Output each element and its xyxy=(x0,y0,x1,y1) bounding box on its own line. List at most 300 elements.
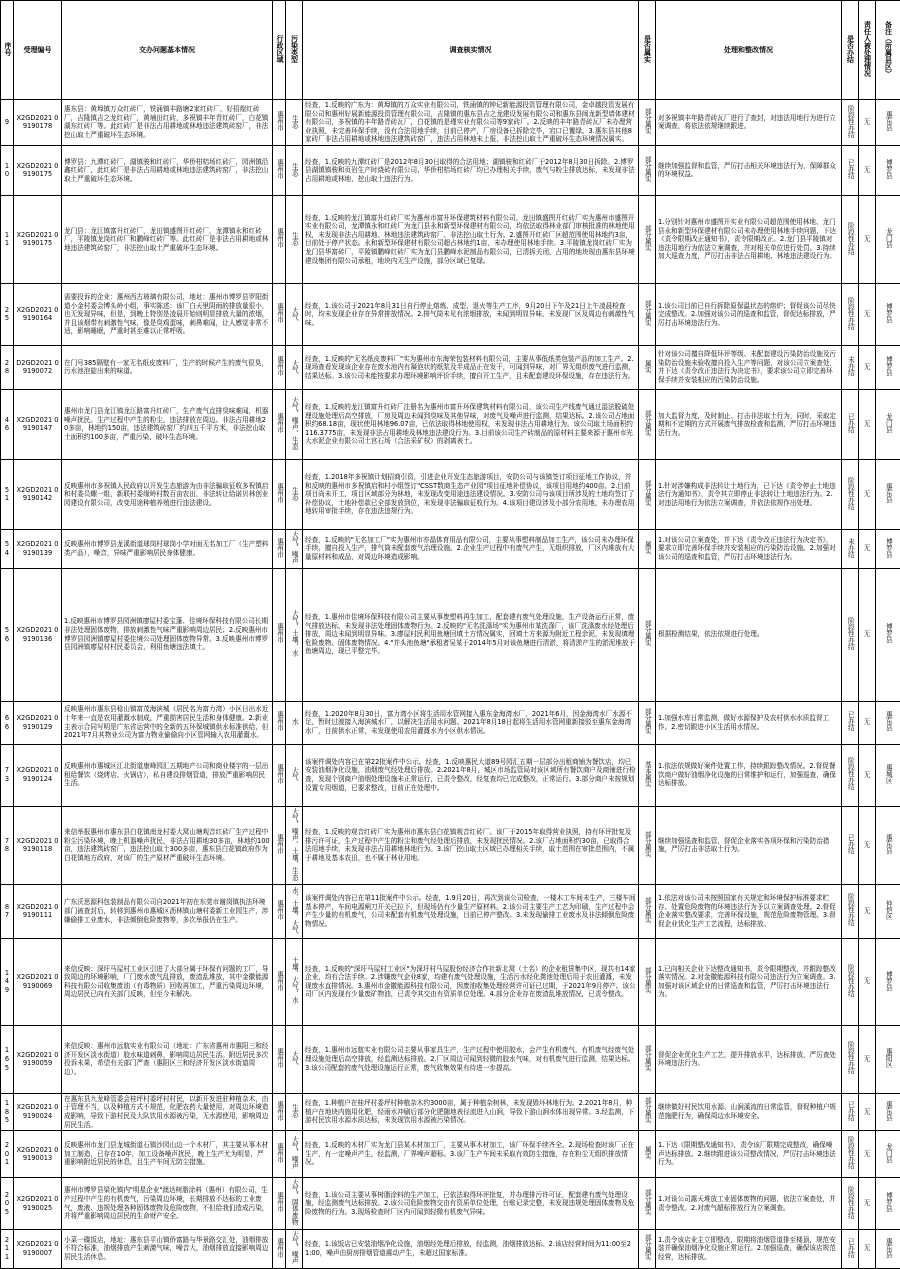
cell-done-text: 阶段性办结 xyxy=(846,617,855,650)
cell-seq: 51 xyxy=(1,459,14,529)
cell-note-text: 仲恺区 xyxy=(884,900,893,920)
cell-done-text: 阶段性办结 xyxy=(846,1136,855,1169)
cell-ptype xyxy=(286,806,303,884)
cell-done xyxy=(842,1131,859,1178)
cell-ptype-text: 生态 xyxy=(290,163,299,176)
cell-ptype xyxy=(286,1131,303,1178)
cell-content: 龙门县：龙江镇富升红砖厂，龙田镇盛图开红砖厂，龙潭镇永和红砖厂，平陵镇龙岗红砖厂和鹏峰红砖厂等。此红砖厂是非法占用耕地或林地违法建筑砖窑厂，非法挖山取土严重破坏生态环境。 xyxy=(62,195,273,283)
cell-verified xyxy=(639,459,656,529)
cell-seq: 73 xyxy=(1,744,14,806)
cell-person: 无 xyxy=(859,1131,876,1178)
cell-done-text: 已办结 xyxy=(846,711,855,731)
cell-note-text: 龙门县 xyxy=(884,1143,893,1163)
cell-seq: 78 xyxy=(1,806,14,884)
cell-ptype-text: 土壤、大气、水 xyxy=(290,957,299,1003)
cell-area-text: 惠州市 xyxy=(275,1101,284,1121)
cell-done xyxy=(842,701,859,744)
cell-done-text: 已办结 xyxy=(846,413,855,433)
cell-note xyxy=(876,459,900,529)
cell-note xyxy=(876,1025,900,1093)
cell-ptype xyxy=(286,100,303,146)
cell-area-text: 惠州市 xyxy=(275,623,284,643)
cell-ptype-text: 大气 xyxy=(290,307,299,320)
cell-area-text: 惠州市 xyxy=(275,228,284,248)
cell-seq: 87 xyxy=(1,884,14,938)
header-id: 受理编号 xyxy=(14,1,62,100)
cell-ptype xyxy=(286,1178,303,1230)
cell-survey: 经查，1.种植户在桂坪村委坪村种植杂木约3000亩，属于种植杂树林，未发现毁坏林地行为。2.2021年8月，种植户在地块内施用化肥，经雨水冲刷后部分化肥随地表径流进入山涧，导致下游山涧水体出现异常。3.经监测，下游村民饮用水源水质达标，未发现饮用水源被污染情况。 xyxy=(303,1093,639,1130)
header-person: 责任人被处理情况 xyxy=(859,1,876,100)
cell-id: X2GD2021 09190124 xyxy=(14,744,62,806)
cell-content: 需要投诉的企业：惠州西古玻璃有限公司，地址：惠州市博罗县罗阳街道小金村委会博头岭小组，事实陈述：该厂白天里阴雨的排放量很小，也无发现异味，但是，到晚上特别是凌晨开始则明显排放大量的浓烟，并且该烟带有刺激性气味，像是臭鸡蛋味，刺鼻难闻，让人感觉非常不适，影响睡眠，严重时甚至难以正常呼吸。 xyxy=(62,283,273,345)
table-row xyxy=(1,1229,900,1268)
cell-note-text: 龙门县 xyxy=(884,413,893,433)
cell-done xyxy=(842,568,859,701)
cell-verified-text: 部分属实 xyxy=(643,156,652,182)
cell-verified xyxy=(639,806,656,884)
cell-person: 无 xyxy=(859,459,876,529)
cell-verified xyxy=(639,568,656,701)
cell-verified xyxy=(639,1025,656,1093)
cell-seq: 28 xyxy=(1,345,14,389)
cell-seq: 201 xyxy=(1,1131,14,1178)
cell-note xyxy=(876,145,900,195)
cell-done xyxy=(842,345,859,389)
cell-done xyxy=(842,1178,859,1230)
cell-note xyxy=(876,195,900,283)
cell-handling: 1.分别针对惠州市盛图开实业有限公司超范围使用林地、龙门县永和新型环保建材有限公司未办理使用林地手续问题，下达《责令限期改正通知书》，责令限期改正。2.龙门县平陵镇对违法用地行为依法立案调查，并对相关单位进行处罚。3.持续加大巡查力度，严厉打击非法占用耕地、林地违法建设行为。 xyxy=(656,195,842,283)
cell-id: X2GD2021 09190025 xyxy=(14,1178,62,1230)
cell-ptype xyxy=(286,283,303,345)
table-row xyxy=(1,459,900,529)
cell-seq: 10 xyxy=(1,145,14,195)
cell-handling: 1.加强水库日常监测，做好水源保护及农村供水水质监督工作。2.密切跟进小区生活用水情况。 xyxy=(656,701,842,744)
table-row xyxy=(1,529,900,568)
cell-done-text: 阶段性办结 xyxy=(846,1186,855,1219)
cell-verified-text: 部分属实 xyxy=(643,300,652,326)
cell-content: 在门号385隔壁有一家无名纸皮废料厂，生产的时候产生的废气很臭，污水池泡旋出来的味道。 xyxy=(62,345,273,389)
cell-verified xyxy=(639,283,656,345)
cell-done-text: 未办结 xyxy=(846,356,855,376)
cell-survey: 经查，1.该饭店已安装油烟净化设施，油烟经处理后排放，经监测，油烟排放达标。2.该店经营时间为11:00至21:00，噪声由厨房排烟管道震动产生，未超过国家标准。 xyxy=(303,1229,639,1268)
cell-done xyxy=(842,283,859,345)
cell-person: 无 xyxy=(859,701,876,744)
cell-ptype xyxy=(286,701,303,744)
cell-content: 反映惠州市龙门县龙城街道石镇沙园山边一个木材厂，其主要从事木材加工制造，已存在10年，加工设备噪声扰民，晚上生产尤为明显，严重影响附近居民的休息，且生产车间无防尘措施。 xyxy=(62,1131,273,1178)
cell-id: X2GD2021 09190147 xyxy=(14,389,62,459)
cell-done-text: 未办结 xyxy=(846,538,855,558)
cell-seq: 205 xyxy=(1,1178,14,1230)
cell-area xyxy=(273,1229,286,1268)
table-row xyxy=(1,568,900,701)
cell-area xyxy=(273,1131,286,1178)
cell-note-text: 惠东县 xyxy=(884,1101,893,1121)
cell-content: 来信反映：惠州市远航实业有限公司（地址：广东省惠州市惠阳三和经济开发区淡水街道）胶水味道刺鼻，影响周边居民生活。附近居民多次投诉未果，希望有关部门严查（惠阳区三和经济开发区淡水街道周边）。 xyxy=(62,1025,273,1093)
cell-id: X2GD2021 09190069 xyxy=(14,938,62,1025)
cell-ptype-text: 生态 xyxy=(290,232,299,245)
cell-area-text: 惠州市 xyxy=(275,834,284,854)
cell-note-text: 博罗县 xyxy=(884,303,893,323)
cell-done-text: 阶段性办结 xyxy=(846,222,855,255)
table-row xyxy=(1,389,900,459)
cell-note xyxy=(876,283,900,345)
cell-handling: 针对该公司擅自降低环评等级、未配套建设污染防治设施及污染防治设施未验收擅自投入生产等问题，对该公司立案查处，并下达《责令改正违法行为决定书》，要求该公司立即完善环保手续并安装相应的污染防治设施。 xyxy=(656,345,842,389)
cell-seq: 46 xyxy=(1,389,14,459)
cell-area-text: 惠州市 xyxy=(275,111,284,131)
cell-done xyxy=(842,1229,859,1268)
cell-note xyxy=(876,938,900,1025)
cell-seq: 9 xyxy=(1,100,14,146)
cell-person: 无 xyxy=(859,1178,876,1230)
cell-done-text: 阶段性办结 xyxy=(846,477,855,510)
cell-area xyxy=(273,1093,286,1130)
cell-verified-text: 属实 xyxy=(643,541,652,554)
cell-survey: 经查，1.反映的"无名纸皮废料厂"实为惠州市东海荣包装材料有限公司，主要从事低纸类包装产品的加工生产。2.现场查看发现该企业存在废水池内有凝泡状的纸浆及半成品正在发干，可闻到异味，对厂界无组织废气进行监测，结果达标。3.该公司未能按要求办理环境影响评价手续，擅自开工生产，且未配套建设环保设施，存在违法行为。 xyxy=(303,345,639,389)
cell-person: 无 xyxy=(859,938,876,1025)
cell-verified xyxy=(639,145,656,195)
cell-ptype-text: 大气、噪声 xyxy=(290,531,299,564)
cell-area xyxy=(273,195,286,283)
cell-person: 无 xyxy=(859,568,876,701)
cell-done xyxy=(842,389,859,459)
cell-content: 小菜一碟饭店，地址：惠东县平山镇侨富路与华景路交汇处，油烟排放不符合标准，油烟排放产生刺激气味，噪音大，油烟排放直接影响周边居民生活休息。 xyxy=(62,1229,273,1268)
cell-area-text: 惠州市 xyxy=(275,483,284,503)
cell-area xyxy=(273,145,286,195)
cell-content: 惠东县：黄埠镇万众红砖厂，铁涌镇丰路塘2家红砖厂，好招煌红砖厂，吉隆镇吉之龙红砖厂，黄埔田红砖，多祝镇丰年青红砖厂，白花镇湖东红砖厂等。此红砖厂是非法占用耕地或林地违法建筑砖窑厂，非法挖山取土严重破坏生态环境。 xyxy=(62,100,273,146)
cell-ptype xyxy=(286,568,303,701)
cell-survey: 经查，1.惠州市远航实业有限公司主要从事家具生产，生产过程中使用胶水，会产生有机废气，有机废气经废气处理设施处理后高空排放，经监测达标排放。2.厂区周边可闻到轻微的胶水气味，对有机废气进行监测，结果达标。3.该公司配套的废气处理设施运行正常，废气收集效果有待进一步提高。 xyxy=(303,1025,639,1093)
table-row xyxy=(1,1178,900,1230)
table-row xyxy=(1,1025,900,1093)
cell-area-text: 惠州市 xyxy=(275,900,284,920)
cell-area xyxy=(273,389,286,459)
cell-handling: 根据检测结果，依法依规进行处理。 xyxy=(656,568,842,701)
cell-ptype-text: 大气、土壤、水 xyxy=(290,610,299,656)
cell-survey: 经查，1.反映的观音红砖厂实为惠州市惠东县白花镇观音红砖厂。该厂于2015年取得营业执照，持有环评批复及排污许可证，生产过程中产生的粉尘和废气经处理后排放，未发现扰民情况。2.该厂占地面积约30亩，已取得合法用地手续，未发现非法占用耕地林地行为。3.该厂挖山取土区域已办理相关手续，取土范围在审批范围内，不属于耕地及基本农田，也不属于林业用地。 xyxy=(303,806,639,884)
cell-done-text: 已办结 xyxy=(846,1101,855,1121)
cell-ptype-text: 大气、噪声、土壤、生态 xyxy=(290,808,299,881)
cell-id: X2GD2021 09190007 xyxy=(14,1229,62,1268)
cell-person: 无 xyxy=(859,884,876,938)
cell-area xyxy=(273,938,286,1025)
header-done: 是否办结 xyxy=(842,1,859,100)
cell-note-text: 惠城区 xyxy=(884,764,893,784)
cell-ptype-text: 生态 xyxy=(290,1104,299,1117)
cell-verified-text: 部分属实 xyxy=(643,1045,652,1071)
cell-note-text: 博罗县 xyxy=(884,971,893,991)
cell-note xyxy=(876,345,900,389)
header-ptype: 污染类型 xyxy=(286,1,303,100)
cell-note xyxy=(876,389,900,459)
cell-ptype xyxy=(286,1229,303,1268)
cell-ptype-text: 大气 xyxy=(290,1051,299,1064)
cell-seq: 149 xyxy=(1,938,14,1025)
cell-done-text: 已办结 xyxy=(846,834,855,854)
cell-note xyxy=(876,701,900,744)
cell-verified xyxy=(639,345,656,389)
cell-survey: 经查，1.反映的"无名加工厂"实为惠州市亦晶体育用品有限公司，主要从事塑料制品加工生产，该公司未办理环保手续，擅自投入生产，排气筒未配套废气治理设施。2.企业生产过程中有废气产生，无组织排放，厂区内堆放有大量原材料和成品，对周边环境造成影响。 xyxy=(303,529,639,568)
cell-survey: 经查，1.反映的广东为：黄埠镇的万众实业有限公司，铁涌镇的钟记新能源投资管理有限公司，金卓越投资发展有限公司和惠州好展新能源投资管理有限公司，吉隆镇的惠东县吉之龙建设发展有限公司和惠东县闽龙新型墙体建材有限公司，多祝镇的丰年路青砖瓦厂，白花镇的是瑾实业有限公司等9家砖厂。2.反映的丰年路青砖瓦厂未办理营业执照，未完善环保手续，没有合法用地手续，目前已停产，厂房设备已拆除完毕，宕口已覆绿。3.惠东县其他8家砖厂非法占用耕地或林地违法建筑砖窑厂，违法占用林地未上报，非法挖山取土严重破坏生态环境情况属实。 xyxy=(303,100,639,146)
cell-note xyxy=(876,100,900,146)
cell-content: 广东沃思源科包装制品有限公司自2021年初在东莞市谢岗镇执法环境部门被查封后，转移到惠州市惠城区沥林镇山塘村委新工业园生产，涉嫌偷排工业废水，非法倾倒危险废物等，多次举报仍在生产。 xyxy=(62,884,273,938)
cell-verified-text: 部分属实 xyxy=(643,480,652,506)
cell-verified-text: 部分属实 xyxy=(643,410,652,436)
cell-area xyxy=(273,1178,286,1230)
cell-verified-text: 部分属实 xyxy=(643,967,652,993)
cell-verified-text: 部分属实 xyxy=(643,108,652,134)
cell-ptype xyxy=(286,145,303,195)
cell-area xyxy=(273,345,286,389)
cell-done xyxy=(842,1025,859,1093)
cell-ptype xyxy=(286,195,303,283)
cell-ptype-text: 大气、噪声 xyxy=(290,1136,299,1169)
cell-done xyxy=(842,195,859,283)
cell-survey: 经查，1.惠州市佳境环保科技有限公司主要从事废塑料再生加工，配套建有废气处理设施，生产设备运行正常，废气排放达标，未发现非法处理固体废物行为。2.反映的"无名洗涤场"实为惠州市某洗涤厂，该厂洗涤废水经处理后排放，周边未闻到明显异味。3.廖屋村民利用鱼塘回填土方情况属实，回填土方来源为附近工程余泥，未发现填埋危险废物、固体废物情况。4."并头池鱼塘"承租者吴某于2014年5月对该鱼塘进行清淤，将清淤产生的淤泥堆放于鱼塘周边，现已平整完毕。 xyxy=(303,568,639,701)
cell-ptype xyxy=(286,884,303,938)
cell-ptype-text: 大气、固体废物 xyxy=(290,1179,299,1225)
header-content: 交办问题基本情况 xyxy=(62,1,273,100)
table-row xyxy=(1,884,900,938)
cell-content: 反映惠州市多祝镇人民政府以开发生态旅游为由非法骗取征收多祝镇启和村委员螺一组，新联村委缘岭村数百亩农田，非法转让给诺贝林创业园建设有限公司，改变用途种植养殖进行违法建设。 xyxy=(62,459,273,529)
cell-person: 无 xyxy=(859,529,876,568)
cell-content: 惠州市龙门县龙江镇龙江路富升红砖厂，生产废气直排臭味难闻，机器噪声扰民。生产过程中产生的粉尘，违法排放在周边。非法占用耕地20多亩，林地约150亩，违法建筑砖窑厂约四五千平方米，非法挖山取土面积约100多亩，严重污染、破坏生态环境。 xyxy=(62,389,273,459)
cell-note-text: 博罗县 xyxy=(884,356,893,376)
cell-person: 无 xyxy=(859,100,876,146)
cell-handling: 对多祝镇丰年路青砖瓦厂进行了查封，对违法用地行为进行立案调查，将依法依规继续跟进。 xyxy=(656,100,842,146)
cell-id: X2GD2021 09190136 xyxy=(14,568,62,701)
cell-seq: 56 xyxy=(1,568,14,701)
cell-note xyxy=(876,568,900,701)
cell-done xyxy=(842,884,859,938)
cell-seq: 185 xyxy=(1,1093,14,1130)
cell-survey: 经查，1.该公司主要从事树脂涂料的生产加工，已依法取得环评批复，并办理排污许可证，配套建有废气处理设施，经监测废气达标排放。2.该公司危险废物交由有资质单位处理，台账记录完整，未发现违规处理固体废物及危险废物的行为。3.现场检查时厂区内可闻到轻微有机废气异味。 xyxy=(303,1178,639,1230)
table-row xyxy=(1,145,900,195)
header-verified: 是否属实 xyxy=(639,1,656,100)
cell-area-text: 惠州市 xyxy=(275,413,284,433)
cell-done xyxy=(842,938,859,1025)
cell-person: 无 xyxy=(859,1093,876,1130)
table-row xyxy=(1,283,900,345)
table-row xyxy=(1,744,900,806)
cell-note xyxy=(876,806,900,884)
cell-ptype xyxy=(286,1093,303,1130)
cell-ptype xyxy=(286,459,303,529)
header-row xyxy=(1,1,900,100)
cell-done-text: 阶段性办结 xyxy=(846,757,855,790)
cell-note xyxy=(876,1131,900,1178)
header-handling: 处理和整改情况 xyxy=(656,1,842,100)
cell-ptype-text: 生态 xyxy=(290,487,299,500)
cell-note-text: 博罗县 xyxy=(884,159,893,179)
cell-note-text: 惠东县 xyxy=(884,111,893,131)
cell-content: 1.反映惠州市博罗县园洲镇廖屋村委宝蓬、佳境环保科技有限公司长期非法处理固体废物，排放刺激性气味严重影响周边居民；2.反映惠州市博罗县园洲镇廖屋村委佳境公司处理固体废物异常。3.反映惠州市博罗县园洲镇廖屋村村民委员会，利用鱼塘违法填土。 xyxy=(62,568,273,701)
cell-area xyxy=(273,100,286,146)
cell-verified xyxy=(639,100,656,146)
cell-area xyxy=(273,568,286,701)
cell-survey: 经查，1.反映的"深圩马屋村工业区"为深圩村马屋股份经济合作社新北窝（土名）的企业租赁集中区，现共有14家企业，均有合法手续。2.涉嫌废气企业8家，均建有废气处理设施，生活污水经化粪池处理后用于农田灌溉，未发现废水直排情况。3.惠州市金徽能源科技有限公司，因废油收集处理经营许可证已过期，于2021年9月停产。该公司厂区内发现有少量废矿物油，已责令其交由有资质单位处理。4.部分企业存在废渣乱堆放情况，已责令整改。 xyxy=(303,938,639,1025)
cell-area-text: 惠州市 xyxy=(275,538,284,558)
cell-survey: 该案件调处内容已在第22批案件中公示。经查，1.反映惠民大道89号园汇五期一层部分出租商铺为餐饮店，均已安装油烟净化设施，油烟废气经处理后排放。2.2021年8月，城区市场监管局对该区域所有餐饮商户及商铺进行检查，发现个别商户油烟处理设施未正常运行，已责令整改，经复查均已完成整改，正常运行。3.部分商户未按规划设置专用烟道，已要求整改，目前正在处理中。 xyxy=(303,744,639,806)
cell-ptype-text: 生态 xyxy=(290,115,299,128)
cell-person: 无 xyxy=(859,283,876,345)
cell-content: 来信举报惠州市惠东县白花镇南龙村委大窝山塘观音红砖厂生产过程中粉尘污染环境，晚上机器噪声扰民，非法占用耕地30多亩，林地约100亩，违法建筑砖窑厂，违法挖山取土300多亩，惠东县白花镇政府作为白花镇地方政府，对该厂的生产原材严重破坏生态环境。 xyxy=(62,806,273,884)
table-row xyxy=(1,938,900,1025)
cell-verified-text: 基本属实 xyxy=(643,761,652,787)
table-row xyxy=(1,701,900,744)
cell-done xyxy=(842,100,859,146)
cell-seq: 211 xyxy=(1,1229,14,1268)
cell-verified xyxy=(639,1229,656,1268)
cell-content: 在惠东县九龙峰管委会桂坪村委坪村村民，以新开发进驻种植杂木，由于管理不当，以及种植方式不规范，化肥农药大量使用，对周边环境造成影响，导致下游村民及大队饮用水源被污染，无水源使用，影响周边居民生活。 xyxy=(62,1093,273,1130)
cell-verified-text: 属实 xyxy=(643,1146,652,1159)
cell-ptype-text: 大气、噪声、生态 xyxy=(290,397,299,450)
cell-note-text: 惠东县 xyxy=(884,1238,893,1258)
cell-note-text: 龙门县 xyxy=(884,228,893,248)
cell-verified xyxy=(639,1093,656,1130)
cell-verified xyxy=(639,744,656,806)
cell-ptype-text: 水、土壤、大气 xyxy=(290,887,299,933)
cell-seq: 165 xyxy=(1,1025,14,1093)
cell-id: X2GD2021 09190178 xyxy=(14,100,62,146)
cell-ptype-text: 水 xyxy=(290,718,299,725)
cell-area-text: 惠州市 xyxy=(275,971,284,991)
cell-id: X2GD2021 09190164 xyxy=(14,283,62,345)
cell-note xyxy=(876,744,900,806)
cell-done-text: 已办结 xyxy=(846,1238,855,1258)
cell-content: 惠州市博罗县梁化镇内"明星企业"澳达树脂涂料（惠州）有限公司，生产过程中产生的有机废气，污染周边环境，长期排放不达标的工业废气，废液、违规处理各种固体废物及危险废物，不但给我们造成污染，并将严重影响周边居民的生命财产安全。 xyxy=(62,1178,273,1230)
cell-note-text: 博罗县 xyxy=(884,1192,893,1212)
cell-person: 无 xyxy=(859,345,876,389)
cell-survey: 经查，1.反映的龙江镇富升红砖厂注册名为惠州市富升环保建筑材料有限公司，该公司生产线废气通过湿法脱硫处理设施处理后高空排放，厂房及周边未闻到臭味及其他异味，对废气及噪声进行监测，结果达标。2.该公司占地面积约68.18亩，现状使用林地96.07亩，已依法取得林地使用权，未发现非法占用耕地行为。该公司取土场面积约116.3775亩，未发现非法占用耕地及林地违法建设行为。3.目前该公司生产砖制品的原材料主要来源于惠州市光大水泥企业有限公司土宫石场（合法采矿权）的剥离表土。 xyxy=(303,389,639,459)
cell-done-text: 阶段性办结 xyxy=(846,893,855,926)
cell-verified-text: 属实 xyxy=(643,360,652,373)
cell-person: 无 xyxy=(859,1025,876,1093)
cell-done xyxy=(842,806,859,884)
cell-person: 无 xyxy=(859,389,876,459)
cell-seq: 54 xyxy=(1,529,14,568)
cell-id: X2GD2021 09190111 xyxy=(14,884,62,938)
cell-survey: 经查，1.反映的九潭红砖厂是2012年8月30日取得的合法用地；湖镇骏和红砖厂于2012年8月30日拆除。2.博罗县湖镇镇骏和页岩生产时烧砖有限公司、华侨柑桔场红砖厂均已办理相关手续，废气与粉尘排放达标，未发现非法占用耕地或林地、挖山取土违法行为。 xyxy=(303,145,639,195)
cell-done-text: 阶段性办结 xyxy=(846,964,855,997)
cell-content: 反映惠州市惠东县稔山镇富茂海滨城（居民名为富力湾）小区日出水近十年来一直是农用灌溉水制成，严重损害居民生活和身体健康。2.新业主表示合同写明是广东省运营中的全新的五环保城镇供水标准供给，但2021年7月其物业公司为富力物业偷偷向小区管网输入农用灌溉水。 xyxy=(62,701,273,744)
header-seq: 序号 xyxy=(1,1,14,100)
cell-content: 来信反映：深圩马屋村工业区引进了大部分属于环保有问题的工厂，导致周边的环境影响，厂门废水废气乱排放，废渣乱堆放，其中金徽能源科技有限公司收集废油（有毒物质）回收再加工，严重污染周边环境，周边居民已向有关部门反映，但至今未解决。 xyxy=(62,938,273,1025)
cell-content: 博罗县：九潭红砖厂，湖镇骏和红砖厂，华侨柑桔场红砖厂，园洲镇沿鑫红砖厂，此红砖厂是非法占用耕地或林地违法建筑砖窑厂，非法挖山取土严重破坏生态环境。 xyxy=(62,145,273,195)
cell-area xyxy=(273,529,286,568)
cell-id: X2GD2021 09190139 xyxy=(14,529,62,568)
cell-area-text: 惠州市 xyxy=(275,1143,284,1163)
cell-area-text: 惠州市 xyxy=(275,303,284,323)
cell-area-text: 惠州市 xyxy=(275,711,284,731)
cell-id: X2GD2021 09190175 xyxy=(14,145,62,195)
cell-done xyxy=(842,744,859,806)
cell-ptype-text: 大气、噪声 xyxy=(290,1231,299,1264)
cell-area xyxy=(273,744,286,806)
header-survey: 调查核实情况 xyxy=(303,1,639,100)
cell-handling: 1.已向相关企业下达整改通知书，责令限期整改，并跟踪整改落实情况。2.对金徽能源科技有限公司违法行为立案调查。3.加强对该区域企业的日常巡查和监管，严厉打击环境违法行为。 xyxy=(656,938,842,1025)
cell-ptype xyxy=(286,529,303,568)
cell-note-text: 博罗县 xyxy=(884,538,893,558)
cell-handling: 1.责令该店业主立即整改，限期将油烟管道排至楼顶，规范安装并确保油烟净化设施正常运行。2.加强巡查，确保该店规范经营，达标排放。 xyxy=(656,1229,842,1268)
cell-done-text: 已办结 xyxy=(846,159,855,179)
cell-note-text: 博罗县 xyxy=(884,623,893,643)
cell-ptype xyxy=(286,744,303,806)
cell-ptype xyxy=(286,1025,303,1093)
cell-id: X2GD2021 09190013 xyxy=(14,1131,62,1178)
cell-handling: 继续做好村民饮用水源、山涧溪流的日常监管，督促种植户规范施肥行为，确保周边水环境安全。 xyxy=(656,1093,842,1130)
cell-verified xyxy=(639,1178,656,1230)
table-row xyxy=(1,806,900,884)
cell-area xyxy=(273,1025,286,1093)
cell-done xyxy=(842,459,859,529)
cell-survey: 经查，1.2020年8月30日，富力湾小区将生活用水管网接入惠东金海湾水厂，2021年6月，因金海湾水厂水源不足，暂时过渡接入海滨城水厂，以解决生活用水问题。2021年8月18日起将生活用水管网重新接驳至惠东金海湾水厂，目前供水正常，未发现使用农用灌溉水为小区供水情况。 xyxy=(303,701,639,744)
cell-person: 无 xyxy=(859,1229,876,1268)
cell-area xyxy=(273,459,286,529)
cell-handling: 1.对该公司露天堆放工业固体废物的问题，依法立案查处，并责令整改。2.对废气超标排放行为立案调查。 xyxy=(656,1178,842,1230)
cell-handling: 1.依法对该公司未按照国家有关规定和环境保护标准要求贮存、处置危险废物的环境违法行为予以立案调查处理。2.督促企业落实整改要求，完善环保设施，规范危险废物管理。3.督促企业优化生产工艺流程，达标排放。 xyxy=(656,884,842,938)
cell-area-text: 惠州市 xyxy=(275,1238,284,1258)
cell-handling: 1.依法依规做好案件处置工作，持续跟踪整改情况。2.督促餐饮商户做好油烟净化设施的日常维护和运行，加强巡查，确保达标排放。 xyxy=(656,744,842,806)
header-note: 备注（所属县区） xyxy=(876,1,900,100)
cell-survey: 经查，1.2018年多祝镇计划招商引资，引进企业开发生态旅游项目，安防公司与该镇签订项目征地工作协议，并和反映的惠州市多祝镇启和村小组签订"CSST数商生态产业园"项目征地补偿协议，该项目用地约400亩。2.目前项目尚未开工，项目区域部分为林地，未发现改变用途违法建设情况。3.安防公司与该项目所涉及的土地均签订了补偿协议，土地补偿款已全部发放到位，未发现非法骗取征收行为。4.该项目建设涉及小部分农用地，未办理农用地转用审批手续，存在违法违规行为。 xyxy=(303,459,639,529)
cell-seq: 11 xyxy=(1,195,14,283)
cell-area xyxy=(273,701,286,744)
cell-note xyxy=(876,1093,900,1130)
cell-id: D2GD2021 09190072 xyxy=(14,345,62,389)
cell-survey: 该案件调处内容已在第11批案件中公示。经查，1.9月20日，再次到该公司检查，一楼木工车间未生产，三楼车间基本停产，车间电源闸刀开关已拉下，但现场仍有少量生产原材料。2.该公司主要生产工艺为印刷，生产过程中会产生少量的有机废气，公司未配套有机废气处理设施，目前已停产整改。3.未发现偷排工业废水及非法倾倒危险废物情况。 xyxy=(303,884,639,938)
cell-note-text: 惠东县 xyxy=(884,711,893,731)
cell-content: 反映惠州市博罗县龙溪街道球岗村球岗小学对面无名加工厂（生产塑料类产品），噪音，异味严重影响居民身体健康。 xyxy=(62,529,273,568)
cell-handling: 1.下达《限期整改通知书》，责令该厂限期完成整改，确保噪声达标排放。2.继续跟进该公司整改情况，严厉打击环境违法行为。 xyxy=(656,1131,842,1178)
cell-seq: 25 xyxy=(1,283,14,345)
cell-handling: 1.对该公司立案查处，并下达《责令改正违法行为决定书》，要求立即完善环保手续并安装相应的污染防治设施。2.加强对该公司的巡查和监管，严厉打击环境违法行为。 xyxy=(656,529,842,568)
cell-verified xyxy=(639,938,656,1025)
cell-handling: 继续加强监督和监管，严厉打击相关环境违法行为，保障群众的环境权益。 xyxy=(656,145,842,195)
cell-verified-text: 部分属实 xyxy=(643,620,652,646)
cell-note xyxy=(876,1229,900,1268)
cell-note xyxy=(876,1178,900,1230)
cell-verified xyxy=(639,1131,656,1178)
cell-done-text: 阶段性办结 xyxy=(846,105,855,138)
cell-id: X2GD2021 09190142 xyxy=(14,459,62,529)
cell-done xyxy=(842,529,859,568)
table-row xyxy=(1,195,900,283)
cell-area-text: 惠州市 xyxy=(275,356,284,376)
cell-area-text: 惠州市 xyxy=(275,764,284,784)
cell-ptype-text: 大气 xyxy=(290,360,299,373)
cell-note xyxy=(876,529,900,568)
cell-person: 无 xyxy=(859,195,876,283)
cell-area-text: 惠州市 xyxy=(275,159,284,179)
cell-seq: 66 xyxy=(1,701,14,744)
cell-handling: 1.该公司目前已自行拆除原保温状态的熔炉；督促该公司尽快完成整改。2.加强对该公司的巡查和监管，督促达标排放，严厉打击环境违法行为。 xyxy=(656,283,842,345)
cell-verified-text: 部分属实 xyxy=(643,1189,652,1215)
cell-verified xyxy=(639,529,656,568)
cell-verified-text: 部分属实 xyxy=(643,225,652,251)
table-row xyxy=(1,1131,900,1178)
cell-verified xyxy=(639,389,656,459)
table-row xyxy=(1,100,900,146)
cell-verified xyxy=(639,195,656,283)
cell-note-text: 惠东县 xyxy=(884,483,893,503)
cell-verified-text: 部分属实 xyxy=(643,1234,652,1260)
cell-survey: 经查，1.反映的龙江镇富升红砖厂实为惠州市富升环保建筑材料有限公司，龙田镇盛图开红砖厂实为惠州市盛图开实业有限公司，龙潭镇永和红砖厂为龙门县永和新型环保建材有限公司，均依法取得林业部门审核批准的林地使用权，未发现非法占用耕地、林地违法建筑砖窑厂、非法挖山取土行为。2.盛图开红砖厂区超范围使用林地约3亩，目前处于停产状态。永和新型环保建材有限公司超占林地约1亩，未办理使用林地手续。3.平陵镇龙岗红砖厂实为龙门县华富砖厂，平陵镇鹏峰红砖厂实为龙门县鹏峰水泥制品有限公司，已清拆关闭，占用的地块现由惠东县环境建设集团有限公司承租，地块内无生产设施，部分区域已复绿。 xyxy=(303,195,639,283)
cell-note-text: 惠阳区 xyxy=(884,1048,893,1068)
cell-verified-text: 部分属实 xyxy=(643,1097,652,1123)
cell-done xyxy=(842,1093,859,1130)
cell-done xyxy=(842,145,859,195)
cell-area xyxy=(273,283,286,345)
